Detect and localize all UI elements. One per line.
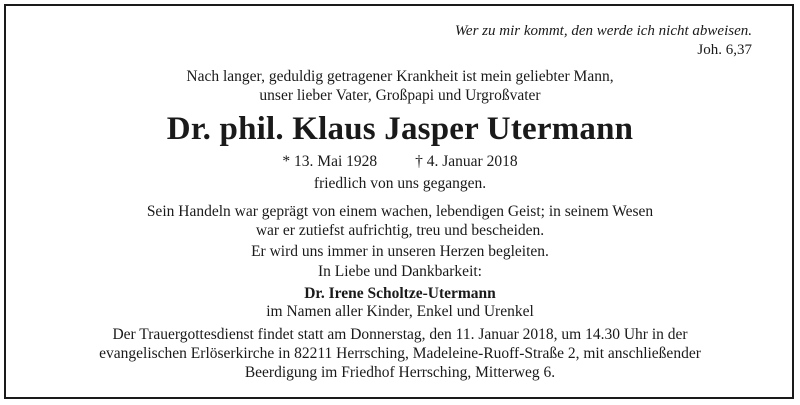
signer-name: Dr. Irene Scholtze-Utermann — [304, 285, 496, 302]
deceased-name: Dr. phil. Klaus Jasper Utermann — [166, 111, 634, 147]
thanks-text: In Liebe und Dankbarkeit: — [318, 263, 482, 280]
service-line-3: Beerdigung im Friedhof Herrsching, Mitterweg 6. — [244, 364, 556, 381]
service-line-2: evangelischen Erlöserkirche in 82211 Herrsching, Madeleine-Ruoff-Straße 2, mit anschließender — [99, 345, 701, 362]
verse-quote: Wer zu mir kommt, den werde ich nicht abweisen. — [454, 23, 752, 39]
remembrance-text: Er wird uns immer in unseren Herzen begleiten. — [251, 243, 549, 260]
character-text — [0, 202, 800, 240]
verse-source: Joh. 6,37 — [697, 42, 752, 58]
service-line-1: Der Trauergottesdienst findet statt am Donnerstag, den 11. Januar 2018, um 14.30 Uhr in der — [112, 326, 688, 343]
death-date: † 4. Januar 2018 — [415, 153, 518, 170]
character-line-1: Sein Handeln war geprägt von einem wachen, lebendigen Geist; in seinem Wesen — [146, 203, 654, 220]
character-line-2: war er zutiefst aufrichtig, treu und bescheiden. — [255, 222, 545, 239]
life-dates — [0, 152, 800, 171]
bible-verse — [455, 22, 752, 60]
intro-line-1: Nach langer, geduldig getragener Krankheit ist mein geliebter Mann, — [186, 68, 614, 85]
birth-date: * 13. Mai 1928 — [282, 153, 378, 170]
intro-text — [0, 67, 800, 105]
signer-subtitle: im Namen aller Kinder, Enkel und Urenkel — [266, 303, 534, 320]
passed-away-text: friedlich von uns gegangen. — [313, 175, 487, 192]
intro-line-2: unser lieber Vater, Großpapi und Urgroßvater — [259, 87, 541, 104]
funeral-service-text — [0, 325, 800, 382]
